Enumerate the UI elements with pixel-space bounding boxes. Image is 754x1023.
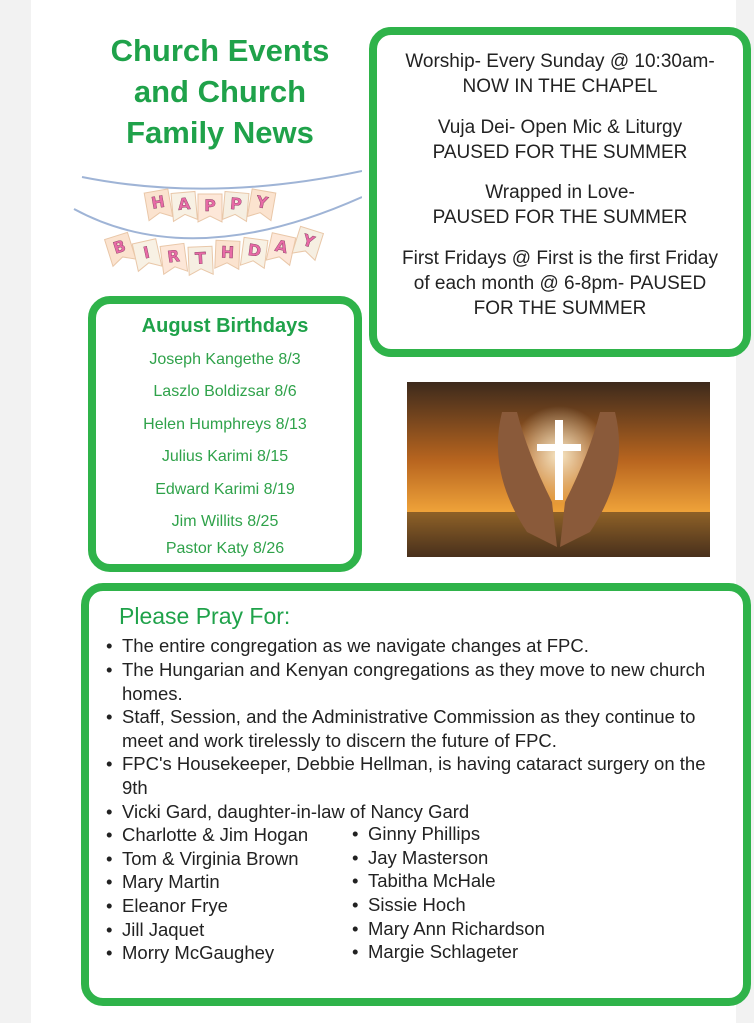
banner-pennant (132, 239, 161, 272)
banner-letter: Y (300, 230, 317, 252)
banner-pennant (144, 189, 172, 221)
banner-letter: R (166, 246, 181, 267)
banner-pennant (198, 194, 222, 222)
birthdays-box (88, 296, 362, 572)
prayer-name-left: • Morry McGaughey (122, 941, 274, 965)
banner-letter: T (194, 248, 207, 268)
praying-hands-cross-image (407, 382, 710, 557)
banner-letter: B (110, 236, 129, 258)
event-vuja-dei: Vuja Dei- Open Mic & Liturgy PAUSED FOR THE SUMMER (432, 117, 688, 163)
banner-letter: D (246, 240, 263, 261)
birthday-item: Jim Willits 8/25 (171, 513, 279, 530)
prayer-name-left: • Eleanor Frye (122, 894, 228, 918)
birthday-item: Edward Karimi 8/19 (155, 481, 295, 498)
banner-letter: I (141, 242, 152, 263)
banner-letter: H (220, 242, 235, 263)
prayer-name-right: • Margie Schlageter (368, 940, 518, 964)
banner-pennant (240, 237, 267, 268)
banner-pennant (160, 243, 187, 274)
banner-pennant (105, 232, 136, 266)
event-wrapped-in-love: Wrapped in Love- PAUSED FOR THE SUMMER (432, 182, 688, 228)
banner-letter: A (177, 193, 192, 214)
event-first-fridays: First Fridays @ First is the first Friday of each month @ 6-8pm- PAUSED FOR THE SUMMER (402, 248, 718, 319)
banner-pennant (223, 191, 249, 221)
banner-letter: H (149, 191, 167, 213)
prayer-item: • FPC's Housekeeper, Debbie Hellman, is having cataract surgery on the 9th (122, 752, 706, 799)
birthday-item: Laszlo Boldizsar 8/6 (153, 383, 297, 400)
banner-pennant (292, 226, 323, 260)
birthday-item: Julius Karimi 8/15 (161, 448, 289, 465)
events-box (369, 27, 751, 357)
birthdays-heading: August Birthdays (141, 315, 309, 337)
title-line-3: Family News (126, 115, 314, 150)
banner-letter: Y (254, 191, 270, 213)
page-title (95, 30, 345, 153)
prayer-name-left: • Charlotte & Jim Hogan (122, 823, 308, 847)
prayer-name-right: • Ginny Phillips (368, 822, 480, 846)
prayer-name-left: • Mary Martin (122, 870, 220, 894)
prayer-name-left: • Jill Jaquet (122, 918, 204, 942)
happy-birthday-banner (72, 163, 362, 288)
prayer-item: • The entire congregation as we navigate changes at FPC. (122, 634, 589, 658)
newsletter-page (31, 0, 736, 1023)
prayer-item: • Vicki Gard, daughter-in-law of Nancy Gard (122, 800, 469, 824)
title-line-2: and Church (133, 74, 307, 109)
banner-pennant (247, 189, 275, 221)
title-line-1: Church Events (110, 33, 330, 68)
prayer-name-right: • Sissie Hoch (368, 893, 466, 917)
birthday-item: Joseph Kangethe 8/3 (149, 351, 301, 368)
banner-pennant (266, 233, 295, 266)
prayer-item: • The Hungarian and Kenyan congregations as they move to new church homes. (122, 658, 705, 705)
prayer-name-left: • Tom & Virginia Brown (122, 847, 299, 871)
prayer-item: • Staff, Session, and the Administrative Commission as they continue to meet and work tirelessly to discern the future of FPC. (122, 705, 695, 752)
banner-pennant (215, 240, 240, 269)
banner-pennant (188, 246, 213, 275)
prayer-name-right: • Jay Masterson (368, 846, 488, 870)
birthday-item: Helen Humphreys 8/13 (143, 416, 307, 433)
birthday-item: Pastor Katy 8/26 (165, 540, 285, 557)
banner-letter: A (273, 235, 290, 258)
event-worship: Worship- Every Sunday @ 10:30am- NOW IN THE CHAPEL (405, 51, 715, 97)
prayer-name-right: • Mary Ann Richardson (368, 917, 545, 941)
prayer-heading: Please Pray For: (119, 603, 291, 629)
prayer-box (81, 583, 751, 1006)
prayer-name-right: • Tabitha McHale (368, 869, 496, 893)
banner-pennant (171, 191, 197, 221)
banner-letter: P (229, 193, 243, 214)
banner-letter: P (204, 196, 216, 215)
